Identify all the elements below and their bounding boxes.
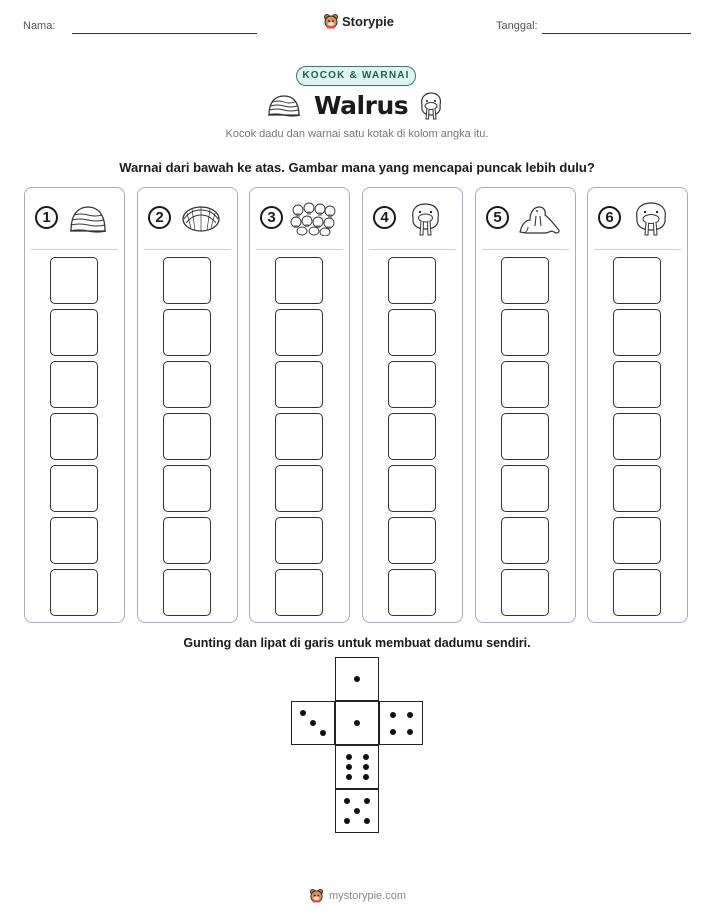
walrus-face-icon — [628, 202, 674, 236]
color-box[interactable] — [50, 257, 98, 304]
die-pip — [346, 764, 352, 770]
column-divider — [482, 249, 569, 250]
die-pip — [354, 720, 360, 726]
color-box[interactable] — [50, 413, 98, 460]
color-box[interactable] — [388, 257, 436, 304]
color-box[interactable] — [275, 517, 323, 564]
column-3 — [249, 187, 350, 623]
die-pip — [346, 774, 352, 780]
color-box[interactable] — [613, 413, 661, 460]
walrus-head-icon — [416, 91, 446, 121]
column-number: 2 — [148, 206, 171, 229]
color-box[interactable] — [50, 465, 98, 512]
color-box[interactable] — [163, 361, 211, 408]
column-1 — [24, 187, 125, 623]
color-box[interactable] — [275, 413, 323, 460]
color-box[interactable] — [613, 517, 661, 564]
color-box[interactable] — [388, 569, 436, 616]
die-pip — [354, 808, 360, 814]
color-box[interactable] — [388, 517, 436, 564]
die-pip — [407, 712, 413, 718]
column-divider — [31, 249, 118, 250]
color-box[interactable] — [50, 569, 98, 616]
color-box[interactable] — [275, 309, 323, 356]
die-face-1 — [335, 657, 379, 701]
die-pip — [390, 712, 396, 718]
die-pip — [310, 720, 316, 726]
color-box[interactable] — [613, 569, 661, 616]
color-box[interactable] — [275, 569, 323, 616]
color-box[interactable] — [613, 465, 661, 512]
color-box[interactable] — [163, 517, 211, 564]
color-box[interactable] — [388, 465, 436, 512]
activity-badge: KOCOK & WARNAI — [296, 66, 416, 86]
color-box[interactable] — [388, 361, 436, 408]
color-box[interactable] — [501, 465, 549, 512]
name-line — [72, 33, 257, 34]
column-number: 3 — [260, 206, 283, 229]
column-header — [485, 202, 567, 236]
color-box[interactable] — [613, 257, 661, 304]
column-header — [259, 202, 341, 236]
column-divider — [144, 249, 231, 250]
color-box[interactable] — [163, 257, 211, 304]
die-pip — [363, 754, 369, 760]
color-box[interactable] — [388, 413, 436, 460]
date-label: Tanggal: — [496, 20, 538, 32]
color-box[interactable] — [501, 413, 549, 460]
column-divider — [369, 249, 456, 250]
column-5 — [475, 187, 576, 623]
die-pip — [346, 754, 352, 760]
column-header — [597, 202, 679, 236]
die-pip — [363, 774, 369, 780]
color-box[interactable] — [388, 309, 436, 356]
die-pip — [363, 764, 369, 770]
storypie-mascot-icon — [309, 888, 324, 903]
cut-instruction: Gunting dan lipat di garis untuk membuat dadumu sendiri. — [183, 636, 531, 650]
brand-name: Storypie — [342, 13, 395, 29]
color-box[interactable] — [613, 309, 661, 356]
color-box[interactable] — [501, 257, 549, 304]
die-pip — [407, 729, 413, 735]
instruction: Warnai dari bawah ke atas. Gambar mana yang mencapai puncak lebih dulu? — [119, 160, 595, 175]
die-face-4 — [379, 701, 423, 745]
column-header — [372, 202, 454, 236]
color-box[interactable] — [163, 465, 211, 512]
column-divider — [256, 249, 343, 250]
die-pip — [344, 818, 350, 824]
page-title: Walrus — [314, 91, 409, 120]
color-box[interactable] — [501, 517, 549, 564]
subtitle: Kocok dadu dan warnai satu kotak di kolom angka itu. — [225, 128, 489, 140]
die-pip — [364, 798, 370, 804]
color-box[interactable] — [275, 361, 323, 408]
color-box[interactable] — [501, 361, 549, 408]
die-face-3 — [291, 701, 335, 745]
die-face-5 — [335, 789, 379, 833]
ice-floe-icon — [266, 93, 302, 119]
title-row — [0, 91, 714, 125]
column-number: 6 — [598, 206, 621, 229]
brand-logo — [323, 13, 394, 29]
ice-floe-icon — [65, 202, 111, 236]
storypie-mascot-icon — [323, 13, 339, 29]
color-box[interactable] — [501, 569, 549, 616]
column-header — [34, 202, 116, 236]
die-pip — [354, 676, 360, 682]
color-box[interactable] — [501, 309, 549, 356]
color-box[interactable] — [163, 569, 211, 616]
walrus-herd-icon — [290, 202, 336, 236]
die-pip — [300, 710, 306, 716]
die-pip — [364, 818, 370, 824]
die-face-1 — [335, 701, 379, 745]
color-box[interactable] — [163, 413, 211, 460]
column-number: 1 — [35, 206, 58, 229]
column-header — [147, 202, 229, 236]
name-label: Nama: — [23, 20, 56, 32]
footer — [309, 888, 406, 903]
column-divider — [594, 249, 681, 250]
column-number: 5 — [486, 206, 509, 229]
column-2 — [137, 187, 238, 623]
color-box[interactable] — [50, 517, 98, 564]
color-box[interactable] — [50, 361, 98, 408]
clam-shell-icon — [178, 202, 224, 236]
footer-url[interactable]: mystorypie.com — [329, 889, 407, 902]
die-face-6 — [335, 745, 379, 789]
die-pip — [390, 729, 396, 735]
die-pip — [344, 798, 350, 804]
color-box[interactable] — [275, 465, 323, 512]
walrus-head-icon — [403, 202, 449, 236]
color-box[interactable] — [275, 257, 323, 304]
column-6 — [587, 187, 688, 623]
date-line — [542, 33, 691, 34]
color-box[interactable] — [50, 309, 98, 356]
die-pip — [320, 730, 326, 736]
color-box[interactable] — [163, 309, 211, 356]
walrus-body-icon — [516, 202, 562, 236]
color-box[interactable] — [613, 361, 661, 408]
column-number: 4 — [373, 206, 396, 229]
column-4 — [362, 187, 463, 623]
